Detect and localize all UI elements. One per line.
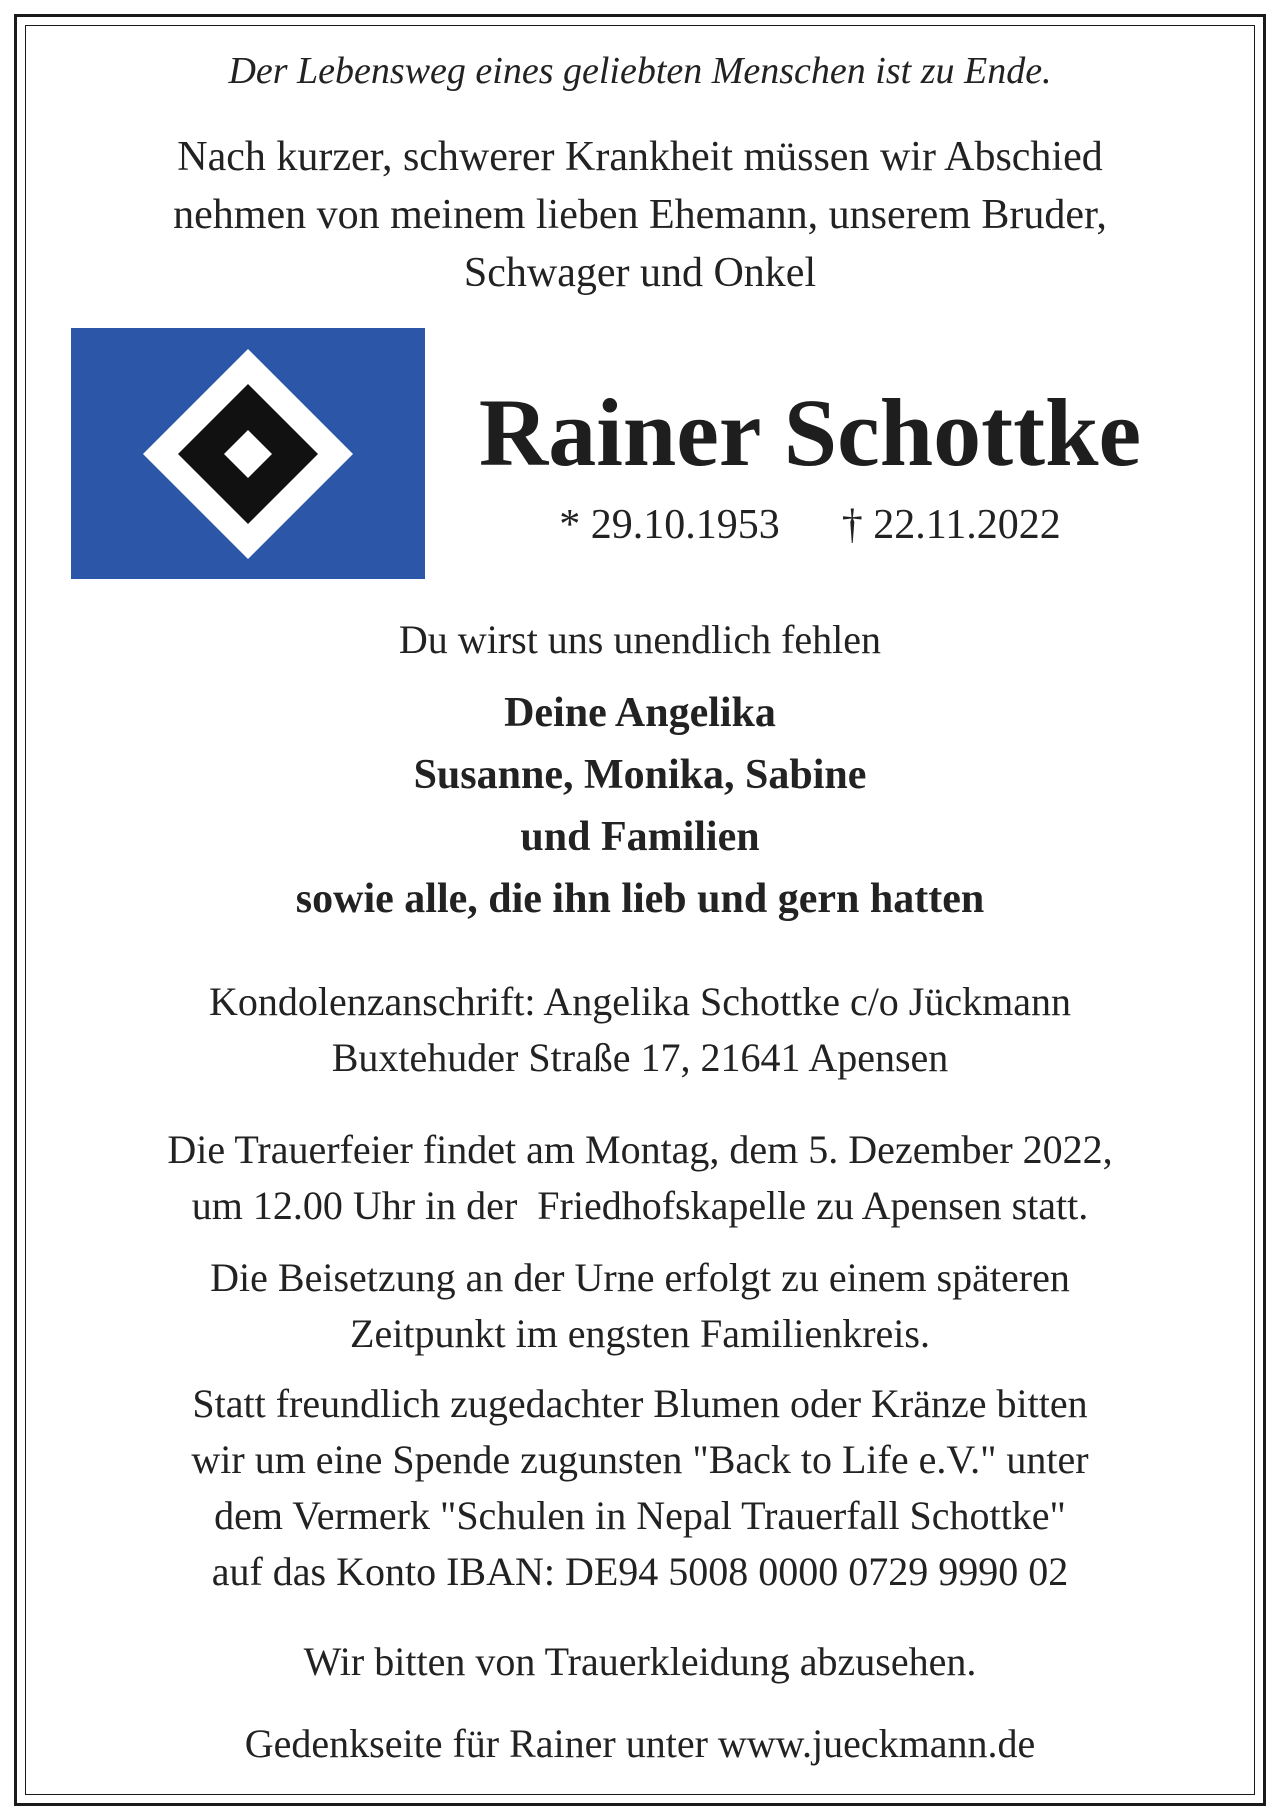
announcement-line: Schwager und Onkel	[463, 250, 817, 296]
announcement-text	[0, 128, 1280, 302]
signer-line: sowie alle, die ihn lieb und gern hatten	[295, 876, 985, 922]
signers	[0, 682, 1280, 930]
donation-line: Statt freundlich zugedachter Blumen oder Kränze bitten	[192, 1381, 1088, 1426]
birth-date: * 29.10.1953	[559, 502, 780, 548]
memorial-page-note: Gedenkseite für Rainer unter www.jueckmann.de	[244, 1721, 1036, 1766]
condolence-address	[0, 974, 1280, 1086]
address-line: Kondolenzanschrift: Angelika Schottke c/o Jückmann	[208, 979, 1071, 1024]
death-date: † 22.11.2022	[841, 502, 1061, 548]
ceremony-line: Die Trauerfeier findet am Montag, dem 5. Dezember 2022,	[167, 1127, 1113, 1172]
ceremony-line: um 12.00 Uhr in der Friedhofskapelle zu Apensen statt.	[191, 1183, 1089, 1228]
burial-line: Die Beisetzung an der Urne erfolgt zu einem späteren	[210, 1255, 1070, 1300]
announcement-line: Nach kurzer, schwerer Krankheit müssen wir Abschied	[177, 134, 1103, 180]
intro-line: Der Lebensweg eines geliebten Menschen ist zu Ende.	[228, 50, 1052, 92]
address-line: Buxtehuder Straße 17, 21641 Apensen	[331, 1035, 949, 1080]
signer-line: und Familien	[520, 814, 760, 860]
hsv-diamond-flag-icon	[71, 328, 425, 579]
burial-line: Zeitpunkt im engsten Familienkreis.	[350, 1311, 930, 1356]
life-dates	[440, 498, 1180, 552]
donation-line: auf das Konto IBAN: DE94 5008 0000 0729 9990 02	[211, 1549, 1069, 1594]
signer-line: Deine Angelika	[504, 690, 776, 736]
flag-graphic	[71, 328, 425, 579]
announcement-line: nehmen von meinem lieben Ehemann, unserem Bruder,	[173, 192, 1107, 238]
deceased-name: Rainer Schottke	[478, 379, 1142, 486]
donation-line: wir um eine Spende zugunsten "Back to Life e.V." unter	[191, 1437, 1089, 1482]
clothing-note: Wir bitten von Trauerkleidung abzusehen.	[303, 1639, 977, 1684]
burial-info	[0, 1250, 1280, 1362]
donation-line: dem Vermerk "Schulen in Nepal Trauerfall Schottke"	[214, 1493, 1066, 1538]
signer-line: Susanne, Monika, Sabine	[413, 752, 867, 798]
donation-request	[0, 1376, 1280, 1600]
farewell-line: Du wirst uns unendlich fehlen	[398, 617, 882, 662]
ceremony-info	[0, 1122, 1280, 1234]
